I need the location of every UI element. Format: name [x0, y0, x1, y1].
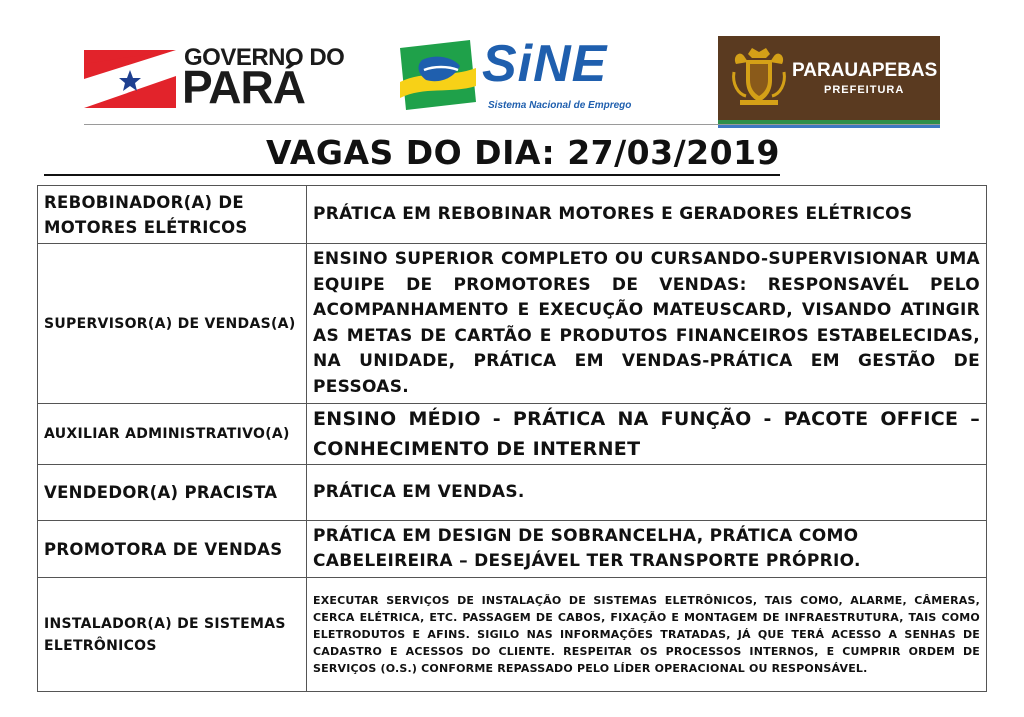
coat-of-arms-icon [730, 46, 788, 108]
header-divider [84, 124, 940, 125]
header-logos [84, 36, 940, 122]
table-row [38, 521, 987, 578]
job-requirements-cell: PRÁTICA EM VENDAS. [307, 465, 987, 521]
brazil-flag-icon [400, 40, 476, 110]
job-role-cell: PROMOTORA DE VENDAS [38, 521, 307, 578]
sine-logo [400, 35, 632, 114]
job-role-cell: INSTALADOR(A) DE SISTEMAS ELETRÔNICOS [38, 578, 307, 692]
governo-do-para-logo [84, 42, 345, 113]
job-requirements-cell: PRÁTICA EM REBOBINAR MOTORES E GERADORES ELÉTRICOS [307, 186, 987, 244]
table-row [38, 578, 987, 692]
job-role-cell: REBOBINADOR(A) DE MOTORES ELÉTRICOS [38, 186, 307, 244]
governo-do-text: GOVERNO DO [184, 44, 345, 71]
job-role-cell: VENDEDOR(A) PRACISTA [38, 465, 307, 521]
job-role-cell: SUPERVISOR(A) DE VENDAS(A) [38, 244, 307, 404]
para-flag-icon [84, 50, 176, 108]
table-row [38, 404, 987, 465]
table-row [38, 244, 987, 404]
page-title: VAGAS DO DIA: 27/03/2019 [44, 132, 780, 176]
table-row [38, 186, 987, 244]
job-vacancies-table [37, 185, 987, 692]
prefeitura-parauapebas-logo [718, 36, 940, 124]
job-requirements-cell: ENSINO MÉDIO - PRÁTICA NA FUNÇÃO - PACOTE OFFICE – CONHECIMENTO DE INTERNET [307, 404, 987, 465]
table-row [38, 465, 987, 521]
job-role-cell: AUXILIAR ADMINISTRATIVO(A) [38, 404, 307, 465]
job-requirements-cell: EXECUTAR SERVIÇOS DE INSTALAÇÃO DE SISTEMAS ELETRÔNICOS, TAIS COMO, ALARME, CÂMERAS, CERCA ELÉTRICA, ETC. PASSAGEM DE CABOS, FIXAÇÃO E MONTAGEM DE INFRAESTRUTURA, TAIS COMO ELETRODUTOS E AFINS. SIGILO NAS INFORMAÇÕES TRATADAS, JÁ QUE TERÁ ACESSO A SENHAS DE CADASTRO E ACESSOS DO CLIENTE. RESPEITAR OS PROCESSOS INTERNOS, E CUMPRIR ORDEM DE SERVIÇOS (O.S.) CONFORME REPASSADO PELO LÍDER OPERACIONAL OU RESPONSÁVEL. [307, 578, 987, 692]
job-requirements-cell: ENSINO SUPERIOR COMPLETO OU CURSANDO-SUPERVISIONAR UMA EQUIPE DE PROMOTORES DE VENDAS: RESPONSAVÉL PELO ACOMPANHAMENTO E EXECUÇÃO MATEUSCARD, VISANDO ATINGIR AS METAS DE CARTÃO E PRODUTOS FINANCEIROS ESTABELECIDAS, NA UNIDADE, PRÁTICA EM VENDAS-PRÁTICA EM GESTÃO DE PESSOAS. [307, 244, 987, 404]
job-requirements-cell: PRÁTICA EM DESIGN DE SOBRANCELHA, PRÁTICA COMO CABELEIREIRA – DESEJÁVEL TER TRANSPORTE PRÓPRIO. [307, 521, 987, 578]
para-text: PARÁ [182, 61, 305, 113]
sine-wordmark: SiNE [482, 35, 608, 93]
sine-subtitle: Sistema Nacional de Emprego [488, 100, 632, 111]
parauapebas-text: PARAUAPEBAS [792, 60, 938, 81]
prefeitura-text: PREFEITURA [824, 84, 905, 96]
